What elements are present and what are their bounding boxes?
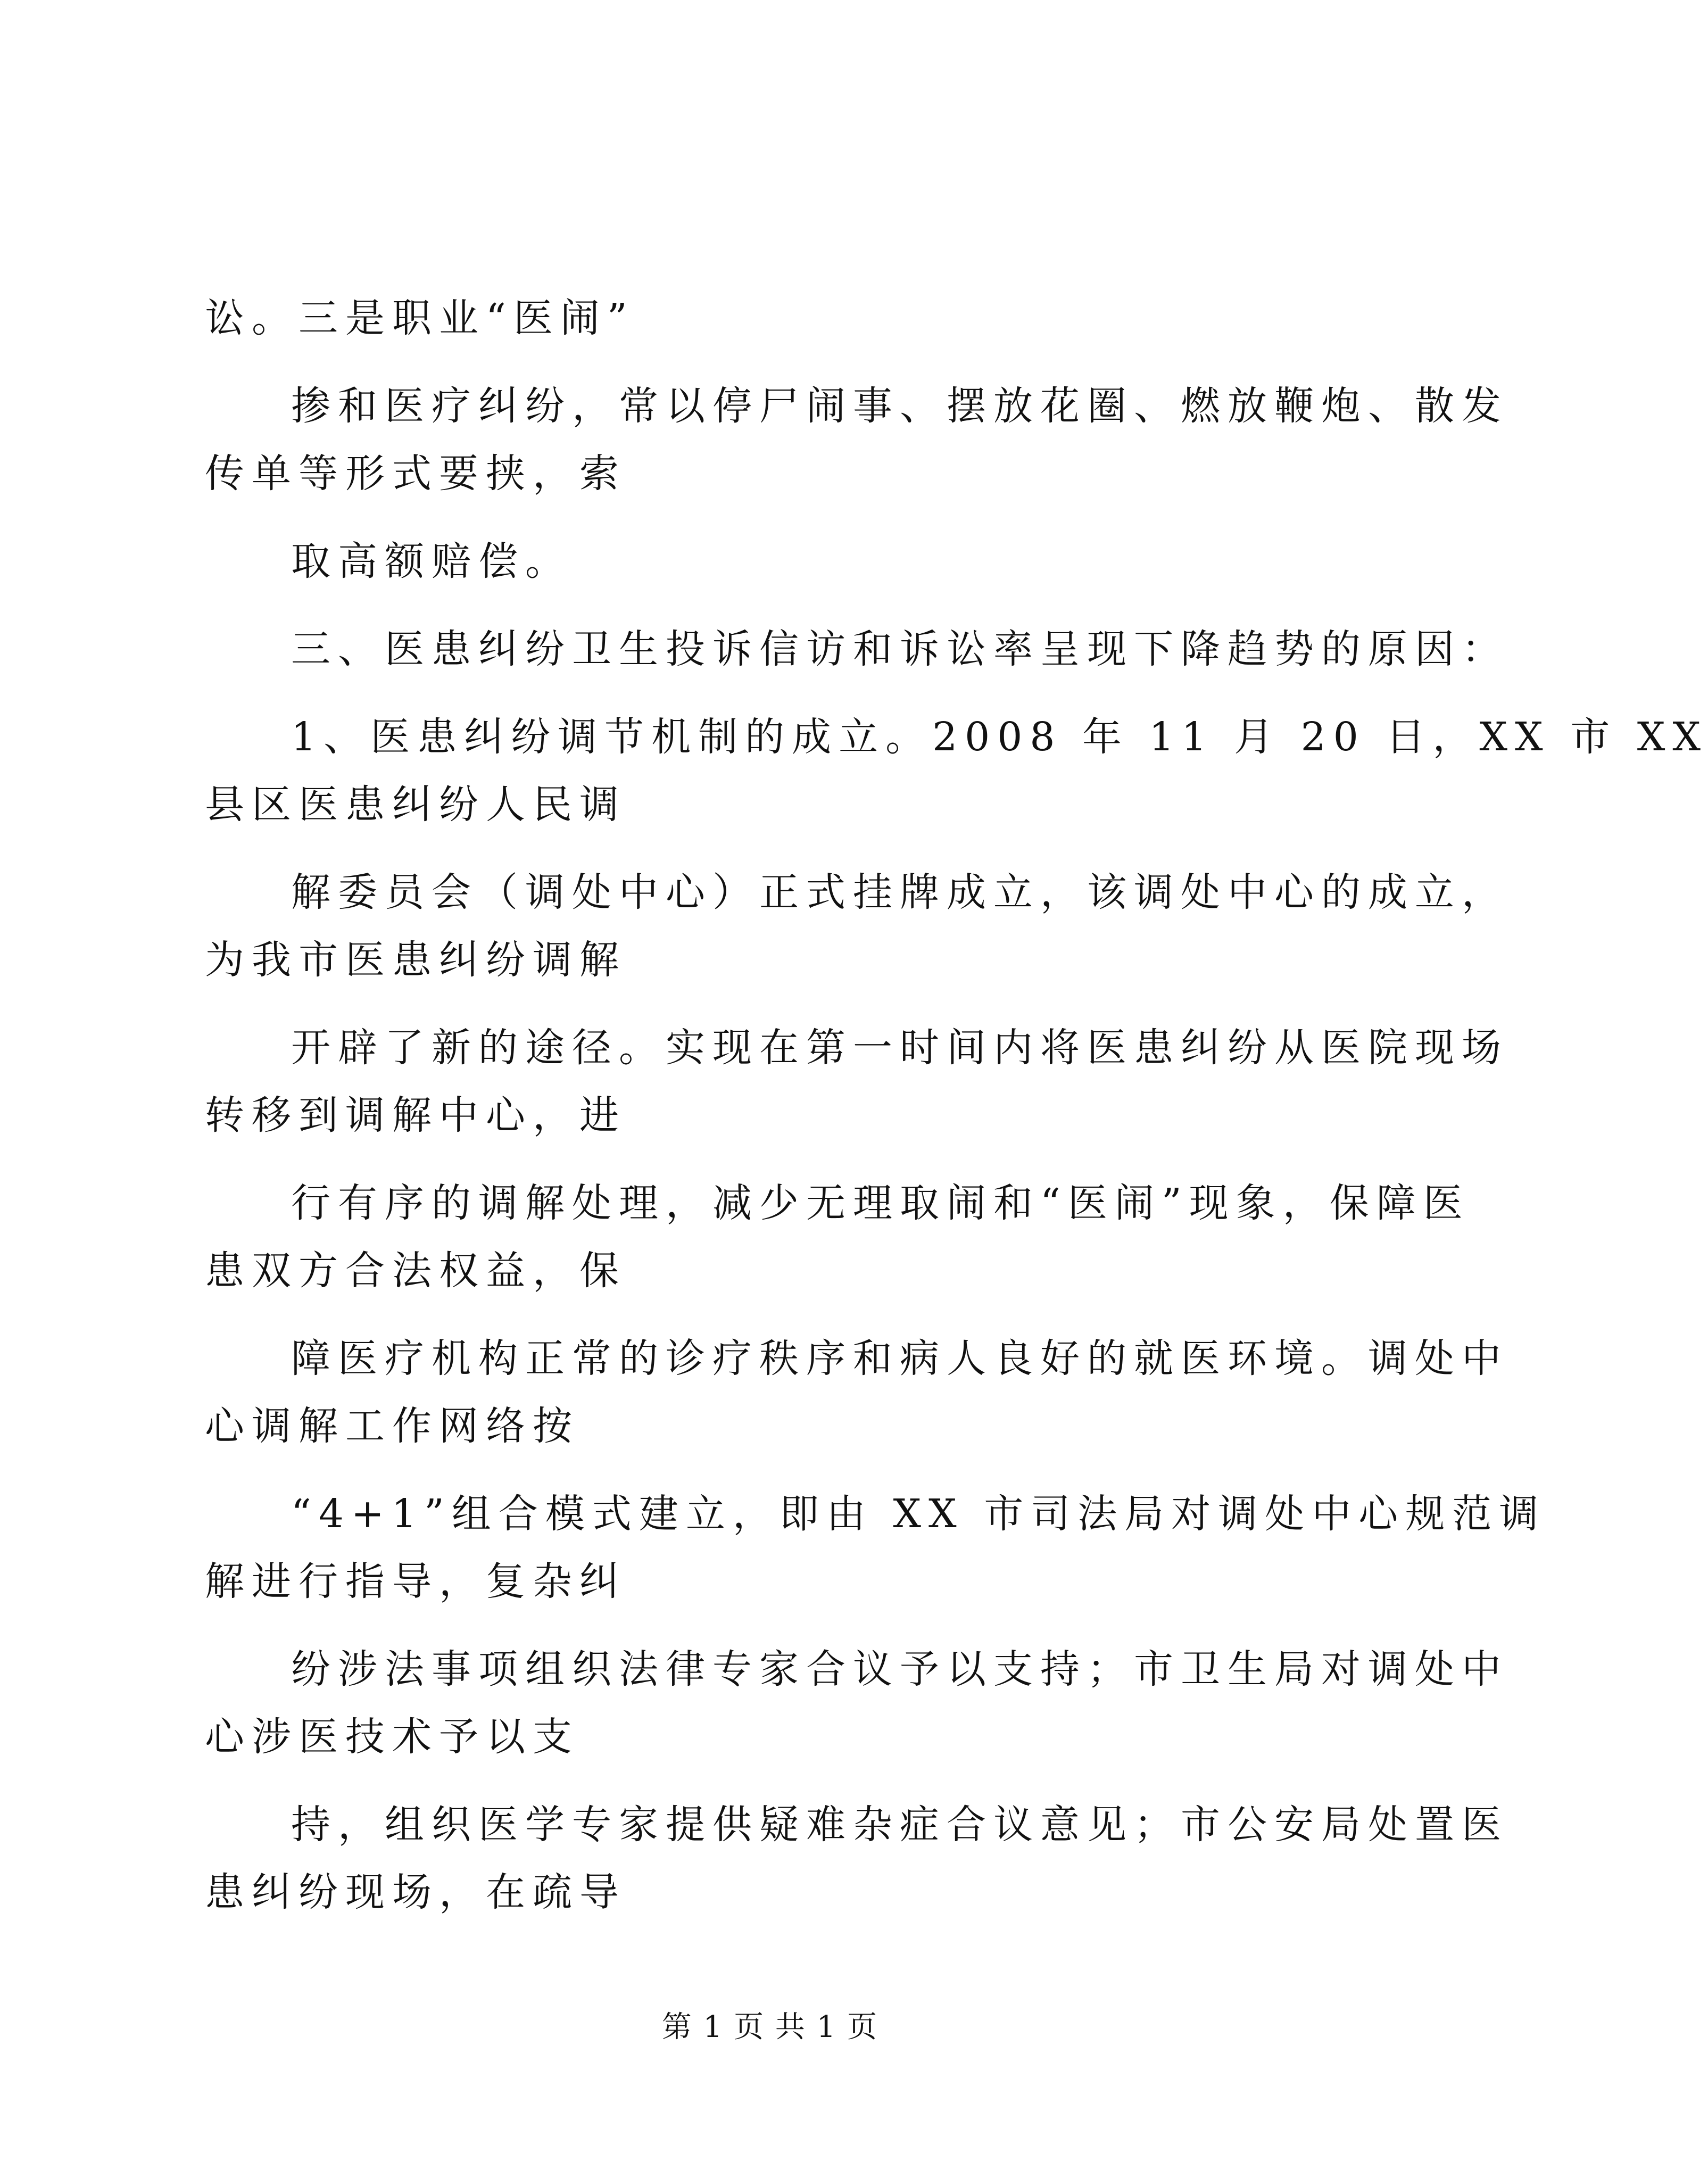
text-line: 讼。三是职业“医闹” — [205, 295, 635, 341]
text-line: 障医疗机构正常的诊疗秩序和病人良好的就医环境。调处中 — [291, 1336, 1508, 1381]
text-line: 解进行指导，复杂纠 — [205, 1559, 626, 1604]
page-number-footer: 第 1 页 共 1 页 — [661, 2010, 878, 2044]
text-line: “4+1”组合模式建立，即由 XX 市司法局对调处中心规范调 — [291, 1491, 1546, 1537]
text-line: 患纠纷现场，在疏导 — [205, 1869, 626, 1915]
text-line: 心涉医技术予以支 — [205, 1714, 579, 1760]
text-line: 三、医患纠纷卫生投诉信访和诉讼率呈现下降趋势的原因： — [291, 626, 1508, 672]
text-line: 掺和医疗纠纷，常以停尸闹事、摆放花圈、燃放鞭炮、散发 — [291, 383, 1508, 429]
text-line: 取高额赔偿。 — [291, 539, 572, 584]
text-line: 行有序的调解处理，减少无理取闹和“医闹”现象，保障医 — [291, 1180, 1470, 1226]
text-line: 心调解工作网络按 — [205, 1403, 579, 1449]
text-line: 传单等形式要挟，索 — [205, 451, 626, 496]
text-line: 解委员会（调处中心）正式挂牌成立，该调处中心的成立， — [291, 869, 1508, 915]
text-line: 为我市医患纠纷调解 — [205, 937, 626, 983]
text-line: 患双方合法权益，保 — [205, 1248, 626, 1294]
text-line: 持，组织医学专家提供疑难杂症合议意见；市公安局处置医 — [291, 1802, 1508, 1848]
text-line: 纷涉法事项组织法律专家合议予以支持；市卫生局对调处中 — [291, 1646, 1508, 1692]
text-line: 开辟了新的途径。实现在第一时间内将医患纠纷从医院现场 — [291, 1025, 1508, 1071]
text-line: 县区医患纠纷人民调 — [205, 782, 626, 827]
text-line: 1、医患纠纷调节机制的成立。2008 年 11 月 20 日，XX 市 XX — [291, 714, 1708, 760]
text-line: 转移到调解中心，进 — [205, 1092, 626, 1138]
